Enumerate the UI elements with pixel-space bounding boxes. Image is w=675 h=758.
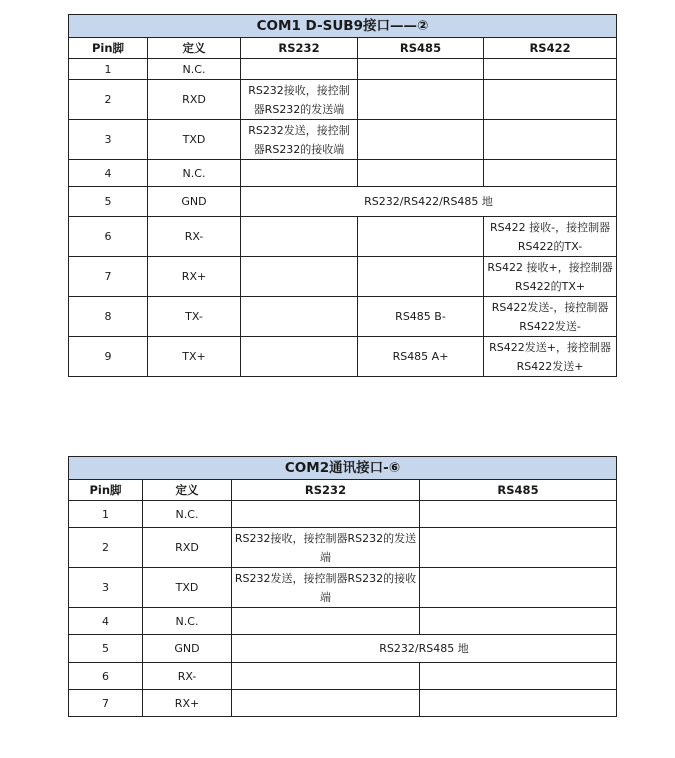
definition-cell: TXD [148, 120, 241, 160]
definition-cell: N.C. [148, 160, 241, 187]
column-header: Pin脚 [69, 38, 148, 59]
pin-cell: 4 [69, 608, 143, 635]
rs232-cell [241, 337, 358, 377]
rs232-cell [241, 217, 358, 257]
rs232-cell [232, 663, 420, 690]
table-row [69, 635, 617, 663]
rs485-cell: RS485 B- [358, 297, 484, 337]
rs232-cell [241, 257, 358, 297]
table-row [69, 568, 617, 608]
pin-cell: 1 [69, 501, 143, 528]
column-header: RS232 [241, 38, 358, 59]
definition-cell: RXD [143, 528, 232, 568]
rs232-cell [232, 501, 420, 528]
rs485-cell [358, 217, 484, 257]
table-row [69, 663, 617, 690]
rs485-cell [358, 160, 484, 187]
column-header: RS485 [358, 38, 484, 59]
rs422-cell [484, 160, 617, 187]
rs485-cell [420, 608, 617, 635]
column-header: 定义 [148, 38, 241, 59]
definition-cell: TX+ [148, 337, 241, 377]
rs485-cell: RS485 A+ [358, 337, 484, 377]
pin-cell: 2 [69, 80, 148, 120]
rs485-cell [358, 59, 484, 80]
definition-cell: N.C. [143, 501, 232, 528]
definition-cell: N.C. [148, 59, 241, 80]
table-row [69, 337, 617, 377]
definition-cell: N.C. [143, 608, 232, 635]
definition-cell: RX- [143, 663, 232, 690]
table-title: COM2通讯接口-⑥ [69, 457, 617, 480]
pin-cell: 5 [69, 187, 148, 217]
pin-cell: 7 [69, 257, 148, 297]
rs232-cell [241, 160, 358, 187]
definition-cell: RX- [148, 217, 241, 257]
definition-cell: RX+ [148, 257, 241, 297]
rs485-cell [358, 80, 484, 120]
table-row [69, 257, 617, 297]
rs422-cell: RS422 接收+，接控制器RS422的TX+ [484, 257, 617, 297]
table-row [69, 120, 617, 160]
rs232-cell [232, 690, 420, 717]
rs232-cell: RS232发送，接控制器RS232的接收端 [241, 120, 358, 160]
definition-cell: RXD [148, 80, 241, 120]
table-row [69, 528, 617, 568]
pin-cell: 8 [69, 297, 148, 337]
table-row [69, 80, 617, 120]
rs422-cell [484, 120, 617, 160]
pin-cell: 6 [69, 663, 143, 690]
table-row [69, 59, 617, 80]
ground-merged-cell: RS232/RS422/RS485 地 [241, 187, 617, 217]
rs485-cell [420, 528, 617, 568]
com2-pin-table [68, 456, 617, 717]
rs422-cell: RS422 接收-，接控制器RS422的TX- [484, 217, 617, 257]
rs232-cell [241, 297, 358, 337]
pin-cell: 9 [69, 337, 148, 377]
definition-cell: TX- [148, 297, 241, 337]
table-row [69, 187, 617, 217]
ground-merged-cell: RS232/RS485 地 [232, 635, 617, 663]
table-row [69, 501, 617, 528]
rs232-cell: RS232发送，接控制器RS232的接收端 [232, 568, 420, 608]
rs422-cell: RS422发送-，接控制器RS422发送- [484, 297, 617, 337]
column-header: RS485 [420, 480, 617, 501]
pin-cell: 3 [69, 120, 148, 160]
definition-cell: GND [148, 187, 241, 217]
table-row [69, 297, 617, 337]
rs232-cell: RS232接收，接控制器RS232的发送端 [232, 528, 420, 568]
column-header: RS422 [484, 38, 617, 59]
rs485-cell [420, 663, 617, 690]
rs422-cell [484, 80, 617, 120]
pin-cell: 1 [69, 59, 148, 80]
table-row [69, 160, 617, 187]
column-header: RS232 [232, 480, 420, 501]
definition-cell: GND [143, 635, 232, 663]
rs485-cell [420, 690, 617, 717]
table-row [69, 608, 617, 635]
pin-cell: 3 [69, 568, 143, 608]
pin-cell: 4 [69, 160, 148, 187]
table-row [69, 690, 617, 717]
definition-cell: RX+ [143, 690, 232, 717]
pin-cell: 2 [69, 528, 143, 568]
rs485-cell [358, 257, 484, 297]
rs422-cell: RS422发送+，接控制器RS422发送+ [484, 337, 617, 377]
rs232-cell [232, 608, 420, 635]
rs485-cell [420, 501, 617, 528]
rs485-cell [358, 120, 484, 160]
table-title: COM1 D-SUB9接口——② [69, 15, 617, 38]
pin-cell: 6 [69, 217, 148, 257]
pin-cell: 5 [69, 635, 143, 663]
rs485-cell [420, 568, 617, 608]
rs422-cell [484, 59, 617, 80]
com1-pin-table [68, 14, 617, 377]
table-row [69, 217, 617, 257]
rs232-cell [241, 59, 358, 80]
rs232-cell: RS232接收，接控制器RS232的发送端 [241, 80, 358, 120]
column-header: 定义 [143, 480, 232, 501]
column-header: Pin脚 [69, 480, 143, 501]
definition-cell: TXD [143, 568, 232, 608]
pin-cell: 7 [69, 690, 143, 717]
